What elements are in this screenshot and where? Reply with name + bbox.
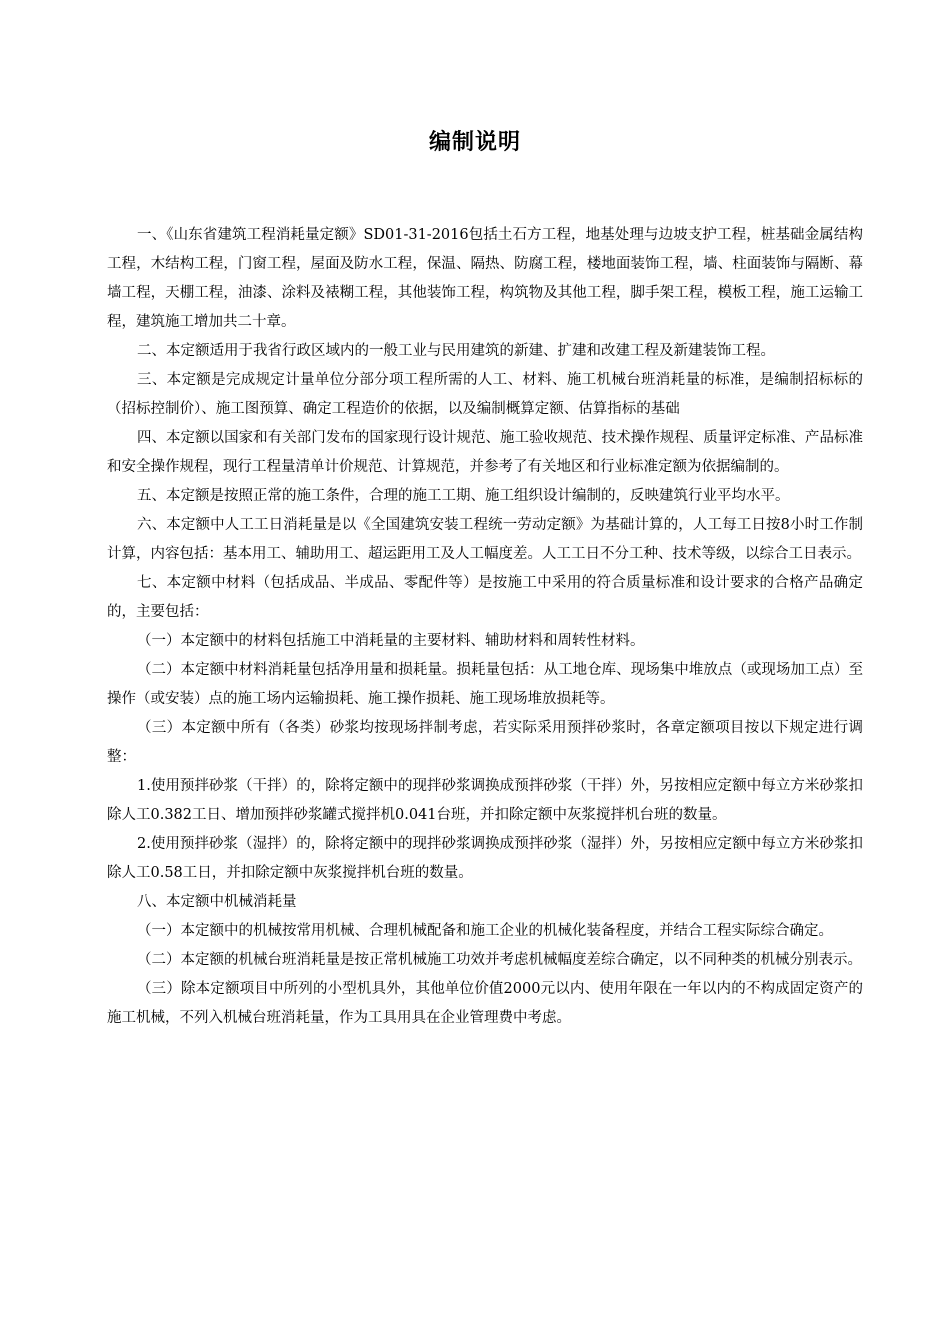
paragraph-7-1: （一）本定额中的材料包括施工中消耗量的主要材料、辅助材料和周转性材料。 (137, 633, 645, 649)
paragraph-8-3: （三）除本定额项目中所列的小型机具外，其他单位价值2000元以内、使用年限在一年以内的不构成固定资产的施工机械，不列入机械台班消耗量，作为工具用具在企业管理费中考虑。 (107, 981, 863, 1026)
paragraph-7-3-2: 2.使用预拌砂浆（湿拌）的，除将定额中的现拌砂浆调换成预拌砂浆（湿拌）外，另按相应定额中每立方米砂浆扣除人工0.58工日，并扣除定额中灰浆搅拌机台班的数量。 (107, 836, 863, 881)
paragraph-7-3: （三）本定额中所有（各类）砂浆均按现场拌制考虑，若实际采用预拌砂浆时，各章定额项目按以下规定进行调整： (107, 720, 863, 765)
page-title: 编制说明 (428, 130, 521, 155)
paragraph-8-2: （二）本定额的机械台班消耗量是按正常机械施工功效并考虑机械幅度差综合确定，以不同种类的机械分别表示。 (137, 952, 862, 968)
paragraph-3: 三、本定额是完成规定计量单位分部分项工程所需的人工、材料、施工机械台班消耗量的标准，是编制招标标的（招标控制价）、施工图预算、确定工程造价的依据，以及编制概算定额、估算指标的基础 (107, 372, 863, 417)
paragraph-8-1: （一）本定额中的机械按常用机械、合理机械配备和施工企业的机械化装备程度，并结合工程实际综合确定。 (137, 923, 833, 939)
paragraph-7-2: （二）本定额中材料消耗量包括净用量和损耗量。损耗量包括：从工地仓库、现场集中堆放点（或现场加工点）至操作（或安装）点的施工场内运输损耗、施工操作损耗、施工现场堆放损耗等。 (107, 662, 863, 707)
paragraph-8: 八、本定额中机械消耗量 (137, 894, 297, 910)
document-body (107, 221, 863, 1033)
paragraph-5: 五、本定额是按照正常的施工条件，合理的施工工期、施工组织设计编制的，反映建筑行业平均水平。 (137, 488, 790, 504)
paragraph-4: 四、本定额以国家和有关部门发布的国家现行设计规范、施工验收规范、技术操作规程、质量评定标准、产品标准和安全操作规程，现行工程量清单计价规范、计算规范，并参考了有关地区和行业标准定额为依据编制的。 (107, 430, 863, 475)
paragraph-1: 一、《山东省建筑工程消耗量定额》SD01-31-2016包括土石方工程，地基处理与边坡支护工程，桩基础金属结构工程，木结构工程，门窗工程，屋面及防水工程，保温、隔热、防腐工程，楼地面装饰工程，墙、柱面装饰与隔断、幕墙工程，天棚工程，油漆、涂料及裱糊工程，其他装饰工程，构筑物及其他工程，脚手架工程，模板工程，施工运输工程，建筑施工增加共二十章。 (107, 227, 863, 330)
paragraph-7: 七、本定额中材料（包括成品、半成品、零配件等）是按施工中采用的符合质量标准和设计要求的合格产品确定的，主要包括： (107, 575, 863, 620)
paragraph-7-3-1: 1.使用预拌砂浆（干拌）的，除将定额中的现拌砂浆调换成预拌砂浆（干拌）外，另按相应定额中每立方米砂浆扣除人工0.382工日、增加预拌砂浆罐式搅拌机0.041台班，并扣除定额中灰浆搅拌机台班的数量。 (107, 778, 863, 823)
paragraph-2: 二、本定额适用于我省行政区域内的一般工业与民用建筑的新建、扩建和改建工程及新建装饰工程。 (137, 343, 775, 359)
paragraph-6: 六、本定额中人工工日消耗量是以《全国建筑安装工程统一劳动定额》为基础计算的，人工每工日按8小时工作制计算，内容包括：基本用工、辅助用工、超运距用工及人工幅度差。人工工日不分工种、技术等级，以综合工日表示。 (107, 517, 863, 562)
